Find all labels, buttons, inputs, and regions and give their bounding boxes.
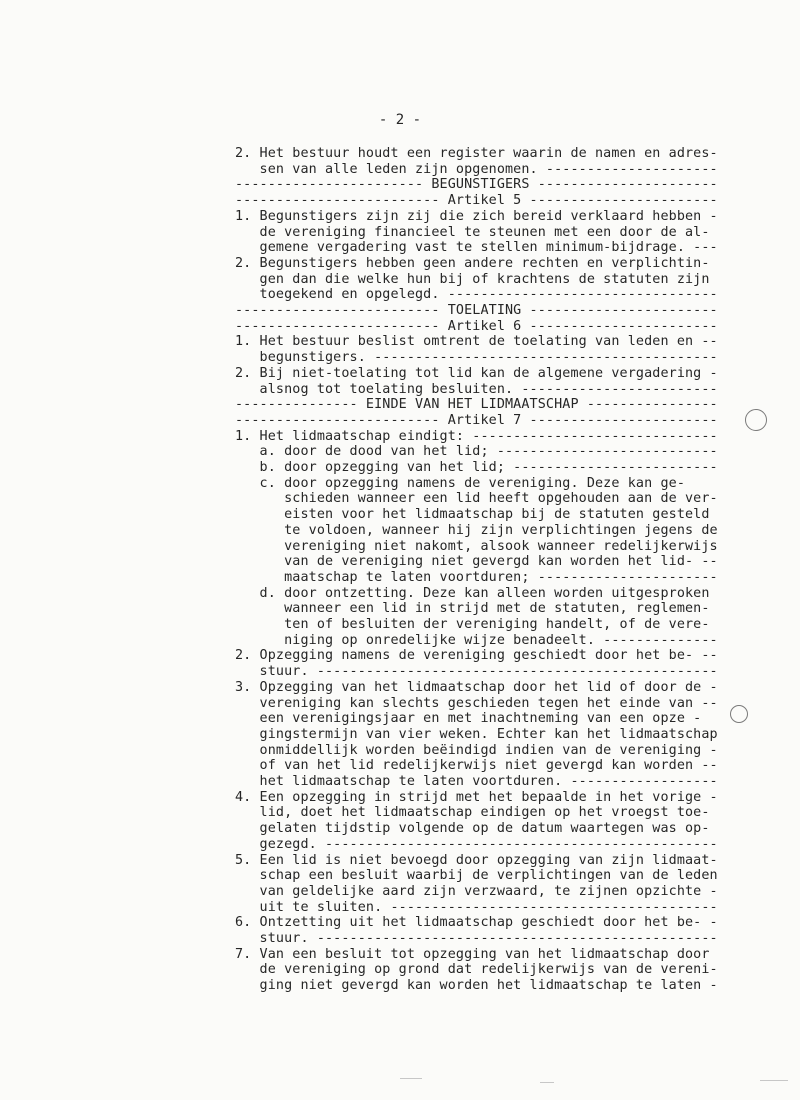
text-line: sen van alle leden zijn opgenomen. --------------------- bbox=[235, 162, 718, 177]
text-line: een verenigingsjaar en met inachtneming van een opze - bbox=[235, 711, 702, 726]
punch-hole bbox=[745, 409, 767, 431]
page-number: - 2 - bbox=[378, 112, 422, 128]
text-line: het lidmaatschap te laten voortduren. ------------------ bbox=[235, 774, 718, 789]
text-line: lid, doet het lidmaatschap eindigen op het vroegst toe- bbox=[235, 805, 710, 820]
text-line: wanneer een lid in strijd met de statuten, reglemen- bbox=[235, 601, 710, 616]
punch-hole bbox=[730, 705, 748, 723]
text-line: 1. Het lidmaatschap eindigt: ------------------------------ bbox=[235, 429, 718, 444]
text-line: ------------------------- Artikel 6 ----------------------- bbox=[235, 319, 718, 334]
text-line: ------------------------- Artikel 7 ----------------------- bbox=[235, 413, 718, 428]
text-line: stuur. ------------------------------------------------- bbox=[235, 664, 718, 679]
text-line: gelaten tijdstip volgende op de datum waartegen was op- bbox=[235, 821, 710, 836]
text-line: maatschap te laten voortduren; ---------------------- bbox=[235, 570, 718, 585]
text-line: --------------- EINDE VAN HET LIDMAATSCHAP ---------------- bbox=[235, 397, 718, 412]
text-line: onmiddellijk worden beëindigd indien van de vereniging - bbox=[235, 743, 718, 758]
text-line: vereniging niet nakomt, alsook wanneer redelijkerwijs bbox=[235, 539, 718, 554]
text-line: gemene vergadering vast te stellen minimum-bijdrage. --- bbox=[235, 240, 718, 255]
text-line: 2. Bij niet-toelating tot lid kan de algemene vergadering - bbox=[235, 366, 718, 381]
text-line: van geldelijke aard zijn verzwaard, te zijnen opzichte - bbox=[235, 884, 718, 899]
text-line: gingstermijn van vier weken. Echter kan het lidmaatschap bbox=[235, 727, 718, 742]
scan-speck bbox=[760, 1080, 788, 1081]
text-line: 2. Begunstigers hebben geen andere rechten en verplichtin- bbox=[235, 256, 710, 271]
text-line: 2. Het bestuur houdt een register waarin de namen en adres- bbox=[235, 146, 718, 161]
text-line: schieden wanneer een lid heeft opgehouden aan de ver- bbox=[235, 491, 718, 506]
scan-speck bbox=[400, 1078, 422, 1079]
text-line: 1. Het bestuur beslist omtrent de toelating van leden en -- bbox=[235, 334, 718, 349]
text-line: uit te sluiten. ---------------------------------------- bbox=[235, 900, 718, 915]
text-line: d. door ontzetting. Deze kan alleen worden uitgesproken bbox=[235, 586, 710, 601]
text-line: 3. Opzegging van het lidmaatschap door het lid of door de - bbox=[235, 680, 718, 695]
text-line: 5. Een lid is niet bevoegd door opzegging van zijn lidmaat- bbox=[235, 853, 718, 868]
text-line: de vereniging op grond dat redelijkerwijs van de vereni- bbox=[235, 962, 718, 977]
text-line: ten of besluiten der vereniging handelt, of de vere- bbox=[235, 617, 710, 632]
text-line: ging niet gevergd kan worden het lidmaatschap te laten - bbox=[235, 978, 718, 993]
text-line: van de vereniging niet gevergd kan worden het lid- -- bbox=[235, 554, 718, 569]
text-line: b. door opzegging van het lid; ------------------------- bbox=[235, 460, 718, 475]
text-line: a. door de dood van het lid; --------------------------- bbox=[235, 444, 718, 459]
text-line: stuur. ------------------------------------------------- bbox=[235, 931, 718, 946]
text-line: 2. Opzegging namens de vereniging geschiedt door het be- -- bbox=[235, 648, 718, 663]
text-line: de vereniging financieel te steunen met een door de al- bbox=[235, 225, 710, 240]
scan-speck bbox=[540, 1082, 554, 1083]
text-line: schap een besluit waarbij de verplichtingen van de leden bbox=[235, 868, 718, 883]
text-line: c. door opzegging namens de vereniging. Deze kan ge- bbox=[235, 476, 686, 491]
text-line: ------------------------- TOELATING ----------------------- bbox=[235, 303, 718, 318]
text-line: 7. Van een besluit tot opzegging van het lidmaatschap door bbox=[235, 947, 710, 962]
text-line: of van het lid redelijkerwijs niet gevergd kan worden -- bbox=[235, 758, 718, 773]
text-line: alsnog tot toelating besluiten. ------------------------ bbox=[235, 382, 718, 397]
text-line: ----------------------- BEGUNSTIGERS ---------------------- bbox=[235, 177, 718, 192]
text-line: ------------------------- Artikel 5 ----------------------- bbox=[235, 193, 718, 208]
text-line: gezegd. ------------------------------------------------ bbox=[235, 837, 718, 852]
text-line: 1. Begunstigers zijn zij die zich bereid verklaard hebben - bbox=[235, 209, 718, 224]
text-line: niging op onredelijke wijze benadeelt. -------------- bbox=[235, 633, 718, 648]
text-line: begunstigers. ------------------------------------------ bbox=[235, 350, 718, 365]
text-line: te voldoen, wanneer hij zijn verplichtingen jegens de bbox=[235, 523, 718, 538]
text-line: gen dan die welke hun bij of krachtens de statuten zijn bbox=[235, 272, 710, 287]
text-line: vereniging kan slechts geschieden tegen het einde van -- bbox=[235, 696, 718, 711]
text-line: toegekend en opgelegd. --------------------------------- bbox=[235, 287, 718, 302]
text-line: 4. Een opzegging in strijd met het bepaalde in het vorige - bbox=[235, 790, 718, 805]
text-line: 6. Ontzetting uit het lidmaatschap geschiedt door het be- - bbox=[235, 915, 718, 930]
text-line: eisten voor het lidmaatschap bij de statuten gesteld bbox=[235, 507, 710, 522]
